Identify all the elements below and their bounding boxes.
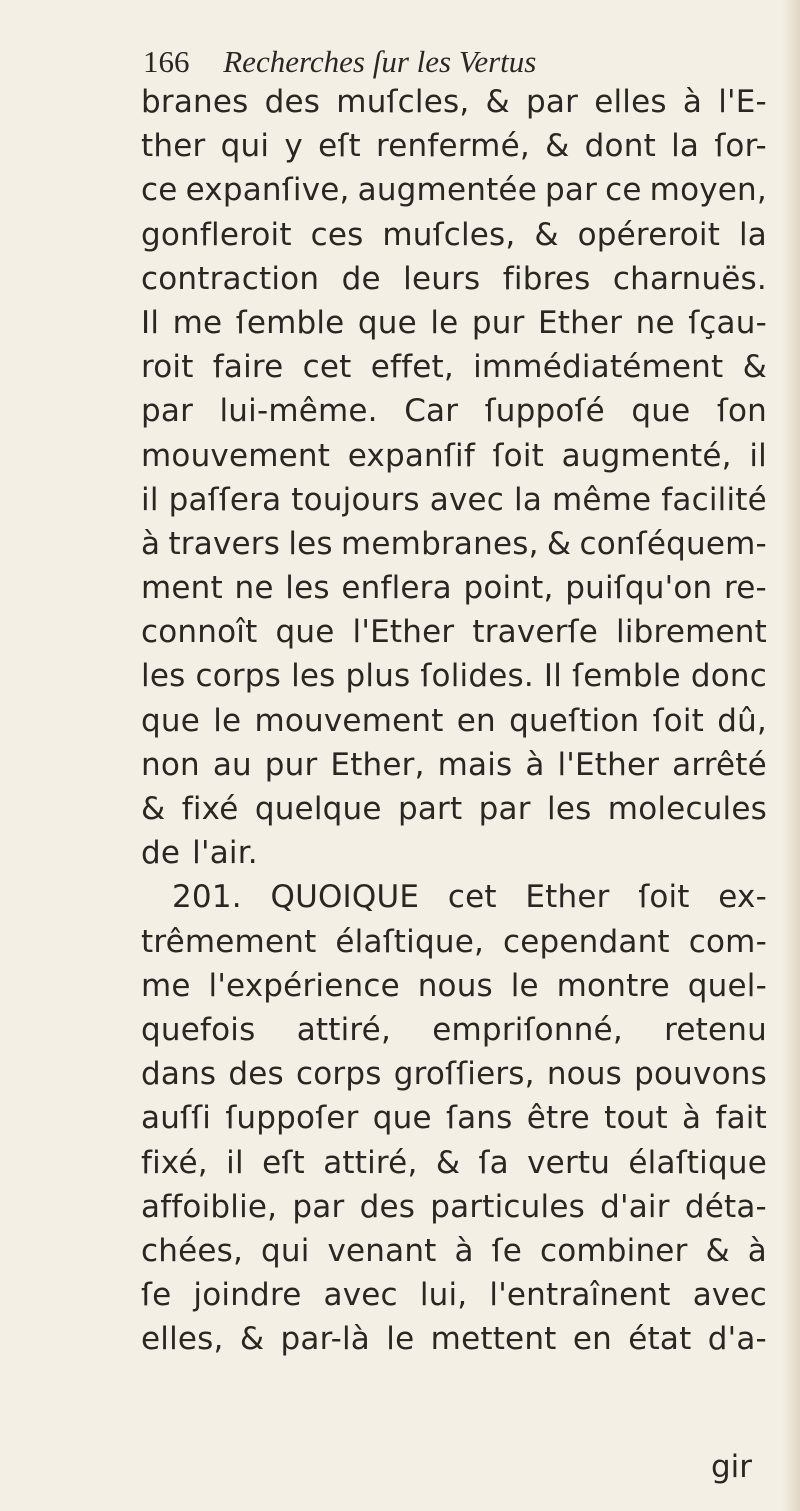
text-line: de l'air. bbox=[141, 835, 258, 872]
text-line: fixé, il eſt attiré, & ſa vertu élaſtique bbox=[141, 1144, 767, 1181]
body-text bbox=[141, 80, 771, 1361]
catchword: gir bbox=[711, 1449, 753, 1485]
running-head bbox=[143, 42, 663, 82]
text-line: ſe joindre avec lui, l'entraînent avec bbox=[141, 1277, 767, 1314]
running-title: Recherches ſur les Vertus bbox=[223, 44, 537, 79]
text-line: trêmement élaſtique, cependant com- bbox=[141, 923, 767, 960]
text-line: ce expanſive, augmentée par ce moyen, bbox=[141, 172, 767, 209]
text-line: non au pur Ether, mais à l'Ether arrêté bbox=[141, 746, 767, 783]
text-line: que le mouvement en queſtion ſoit dû, bbox=[141, 702, 767, 739]
text-line: contraction de leurs fibres charnuës. bbox=[141, 260, 767, 297]
text-line: elles, & par-là le mettent en état d'a- bbox=[141, 1321, 767, 1358]
text-line: ment ne les enflera point, puiſqu'on re- bbox=[141, 570, 767, 607]
page-edge-shadow bbox=[782, 0, 800, 1511]
text-line: 201. QUOIQUE cet Ether ſoit ex- bbox=[172, 879, 767, 916]
text-line: il paſſera toujours avec la même facilité bbox=[141, 481, 767, 518]
text-line: connoît que l'Ether traverſe librement bbox=[141, 614, 767, 651]
text-line: par lui-même. Car ſuppoſé que ſon bbox=[141, 393, 767, 430]
text-line: affoiblie, par des particules d'air déta- bbox=[141, 1188, 767, 1225]
text-line: & fixé quelque part par les molecules bbox=[141, 791, 767, 827]
text-line: auſſi ſuppoſer que ſans être tout à fait bbox=[141, 1100, 767, 1137]
text-line: Il me ſemble que le pur Ether ne ſçau- bbox=[141, 304, 767, 341]
text-line: quefois attiré, empriſonné, retenu bbox=[141, 1011, 767, 1048]
text-line: gonfleroit ces muſcles, & opéreroit la bbox=[141, 216, 767, 253]
text-line: dans des corps groſſiers, nous pouvons bbox=[141, 1056, 767, 1093]
page-number: 166 bbox=[143, 44, 190, 79]
text-line: me l'expérience nous le montre quel- bbox=[141, 967, 767, 1004]
text-line: à travers les membranes, & conſéquem- bbox=[141, 525, 767, 562]
text-line: mouvement expanſif ſoit augmenté, il bbox=[141, 437, 767, 474]
text-line: ther qui y eſt renfermé, & dont la ſor- bbox=[141, 128, 767, 165]
text-line: branes des muſcles, & par elles à l'E- bbox=[141, 84, 767, 120]
text-line: chées, qui venant à ſe combiner & à bbox=[141, 1232, 767, 1269]
text-line: roit faire cet effet, immédiatément & bbox=[141, 349, 767, 386]
text-line: les corps les plus ſolides. Il ſemble donc bbox=[141, 658, 767, 695]
